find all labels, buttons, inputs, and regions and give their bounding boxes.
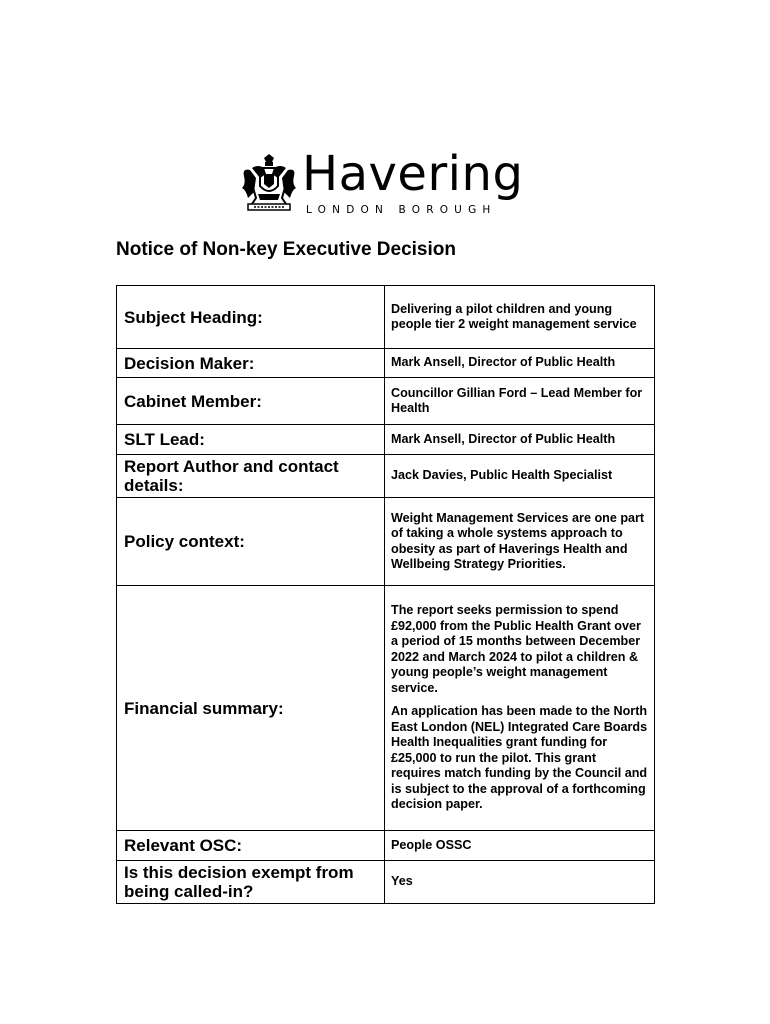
havering-logo [240, 146, 530, 220]
row-value [385, 586, 655, 831]
row-label: SLT Lead: [117, 425, 385, 455]
row-label: Cabinet Member: [117, 378, 385, 425]
logo-subtitle: LONDON BOROUGH [306, 204, 497, 216]
table-row [117, 831, 655, 861]
row-label: Financial summary: [117, 586, 385, 831]
row-value: Yes [385, 861, 655, 904]
table-row [117, 586, 655, 831]
row-value: Weight Management Services are one part of taking a whole systems approach to obesity as part of Haverings Health and Wellbeing Strategy Priorities. [385, 498, 655, 586]
row-label: Relevant OSC: [117, 831, 385, 861]
logo-wordmark: Havering [302, 146, 524, 202]
row-value: Mark Ansell, Director of Public Health [385, 349, 655, 378]
row-value: Councillor Gillian Ford – Lead Member for Health [385, 378, 655, 425]
decision-table [116, 285, 655, 904]
row-value: Delivering a pilot children and young people tier 2 weight management service [385, 286, 655, 349]
row-label: Subject Heading: [117, 286, 385, 349]
row-label: Decision Maker: [117, 349, 385, 378]
row-label: Report Author and contact details: [117, 455, 385, 498]
table-row [117, 286, 655, 349]
coat-of-arms-icon [240, 154, 298, 216]
row-value: Mark Ansell, Director of Public Health [385, 425, 655, 455]
table-row [117, 861, 655, 904]
table-row [117, 378, 655, 425]
row-value: People OSSC [385, 831, 655, 861]
table-row [117, 455, 655, 498]
table-row [117, 349, 655, 378]
row-label: Policy context: [117, 498, 385, 586]
table-row [117, 425, 655, 455]
row-label: Is this decision exempt from being called-in? [117, 861, 385, 904]
document-title: Notice of Non-key Executive Decision [116, 239, 456, 260]
financial-summary-paragraph: The report seeks permission to spend £92,000 from the Public Health Grant over a period of 15 months between December 2022 and March 2024 to pilot a children & young people’s weight management service. [391, 603, 641, 695]
table-row [117, 498, 655, 586]
financial-summary-paragraph: An application has been made to the North East London (NEL) Integrated Care Boards Health Inequalities grant funding for £25,000 to run the pilot. This grant requires match funding by the Council and is subject to the approval of a forthcoming decision paper. [391, 704, 648, 812]
row-value: Jack Davies, Public Health Specialist [385, 455, 655, 498]
